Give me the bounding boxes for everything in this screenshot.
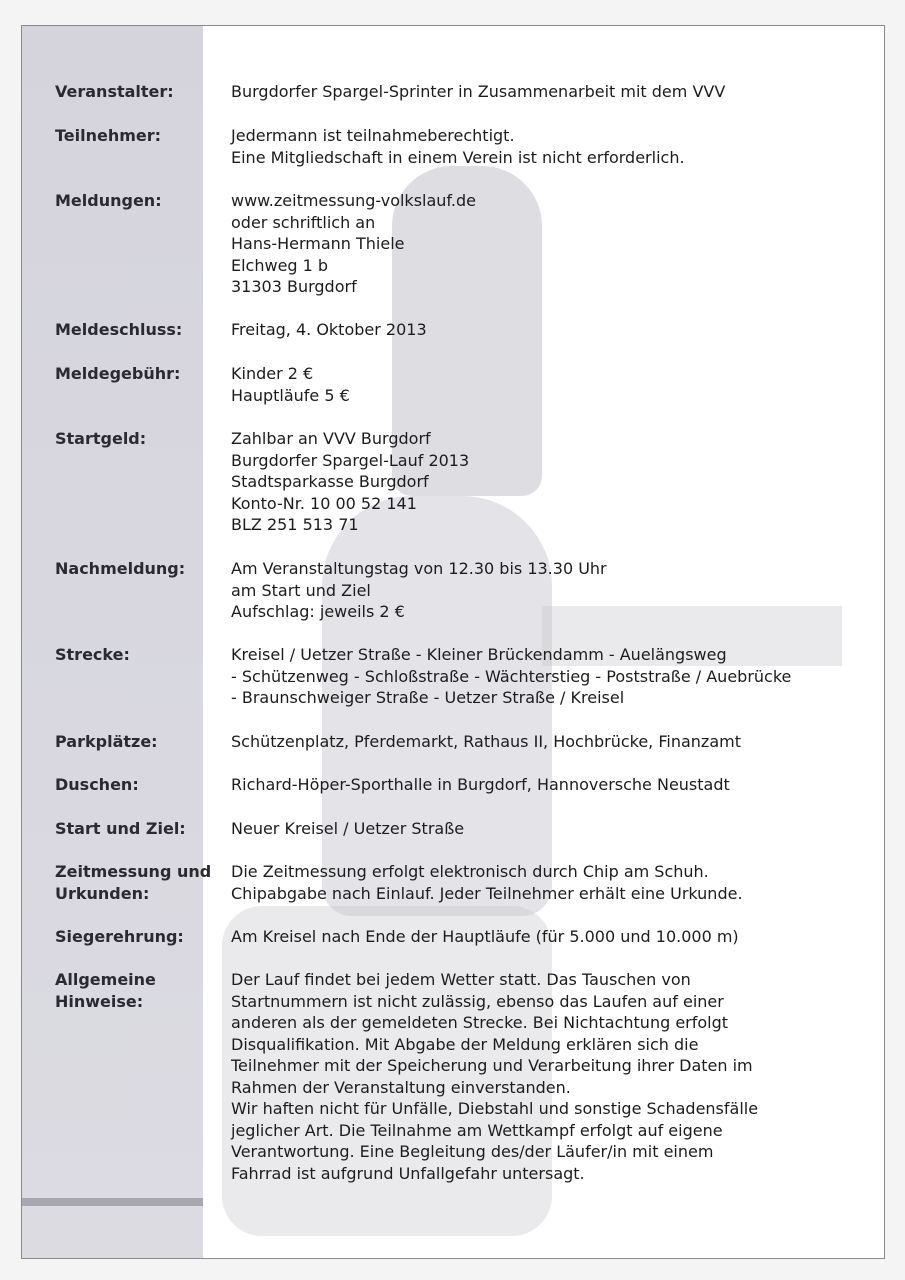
label: Duschen:: [55, 775, 139, 794]
info-table: [22, 26, 884, 1258]
label: Allgemeine Hinweise:: [55, 970, 156, 1011]
flyer-page: [21, 25, 885, 1259]
value: Jedermann ist teilnahmeberechtigt. Eine Mitgliedschaft in einem Verein ist nicht erforderlich.: [231, 126, 685, 167]
label: Parkplätze:: [55, 732, 158, 751]
value: Am Veranstaltungstag von 12.30 bis 13.30 Uhr am Start und Ziel Aufschlag: jeweils 2 €: [231, 559, 607, 621]
label: Teilnehmer:: [55, 126, 162, 145]
value: www.zeitmessung-volkslauf.de oder schriftlich an Hans-Hermann Thiele Elchweg 1 b 31303 Burgdorf: [231, 190, 871, 298]
label: Siegerehrung:: [55, 927, 184, 946]
value: Der Lauf findet bei jedem Wetter statt. Das Tauschen von Startnummern ist nicht zulässig, ebenso das Laufen auf einer anderen als der gemeldeten Strecke. Bei Nichtachtung erfolgt Disqualifikation. Mit Abgabe der Meldung erklären sich die Teilnehmer mit der Speicherung und Verarbeitung ihrer Daten im Rahmen der Veranstaltung einverstanden. Wir haften nicht für Unfälle, Diebstahl und sonstige Schadensfälle jeglicher Art. Die Teilnahme am Wettkampf erfolgt auf eigene Verantwortung. Eine Begleitung des/der Läufer/in mit einem Fahrrad ist aufgrund Unfallgefahr untersagt.: [231, 970, 759, 1183]
label: Strecke:: [55, 645, 130, 664]
value: Richard-Höper-Sporthalle in Burgdorf, Hannoversche Neustadt: [231, 775, 730, 794]
value: Zahlbar an VVV Burgdorf Burgdorfer Spargel-Lauf 2013 Stadtsparkasse Burgdorf Konto-Nr. 10 00 52 141 BLZ 251 513 71: [231, 429, 470, 534]
label: Meldungen:: [55, 191, 162, 210]
label: Start und Ziel:: [55, 819, 186, 838]
value: Schützenplatz, Pferdemarkt, Rathaus II, Hochbrücke, Finanzamt: [231, 732, 741, 751]
label: Veranstalter:: [55, 82, 174, 101]
value: Burgdorfer Spargel-Sprinter in Zusammenarbeit mit dem VVV: [231, 82, 726, 101]
label: Meldeschluss:: [55, 320, 183, 339]
value: Kreisel / Uetzer Straße - Kleiner Brückendamm - Auelängsweg - Schützenweg - Schloßstraße - Wächterstieg - Poststraße / Auebrücke - Braunschweiger Straße - Uetzer Straße / Kreisel: [231, 645, 792, 707]
label: Startgeld:: [55, 429, 147, 448]
website-link[interactable]: www.zeitmessung-volkslauf.de: [231, 191, 476, 210]
label: Meldegebühr:: [55, 364, 181, 383]
label: Zeitmessung und Urkunden:: [55, 862, 212, 903]
value: Neuer Kreisel / Uetzer Straße: [231, 819, 465, 838]
value: Am Kreisel nach Ende der Hauptläufe (für 5.000 und 10.000 m): [231, 927, 739, 946]
label: Nachmeldung:: [55, 559, 186, 578]
value: Kinder 2 € Hauptläufe 5 €: [231, 364, 350, 405]
value: Die Zeitmessung erfolgt elektronisch durch Chip am Schuh. Chipabgabe nach Einlauf. Jeder Teilnehmer erhält eine Urkunde.: [231, 862, 743, 903]
value: Freitag, 4. Oktober 2013: [231, 320, 427, 339]
